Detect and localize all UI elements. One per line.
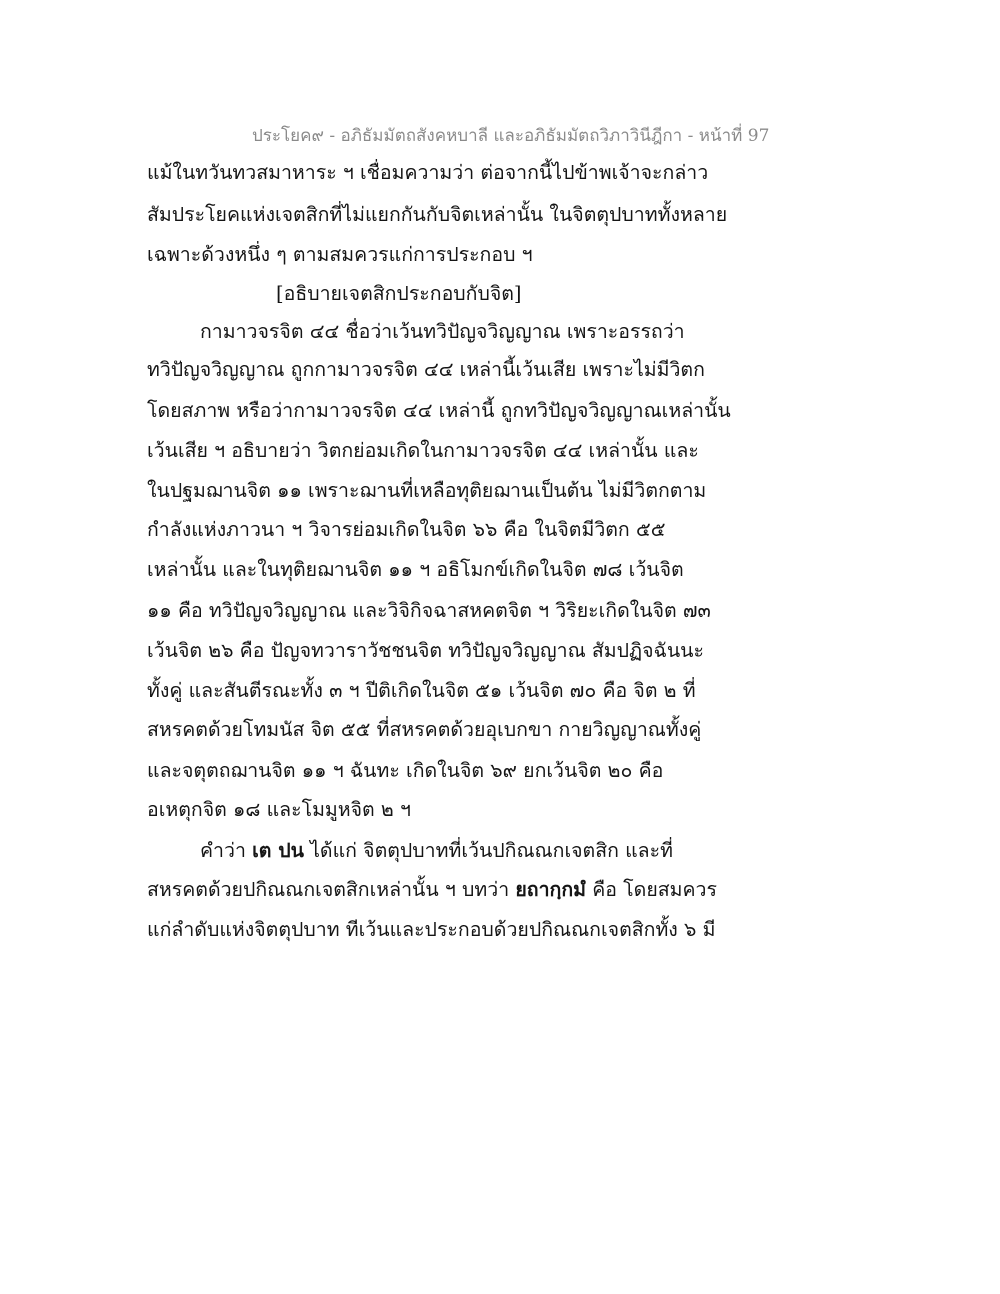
text-span: สหรคตด้วยปกิณณกเจตสิกเหล่านั้น ฯ บทว่า	[147, 878, 516, 901]
text-line: และจตุตถฌานจิต ๑๑ ฯ ฉันทะ เกิดในจิต ๖๙ ยกเว้นจิต ๒๐ คือ	[147, 759, 664, 782]
text-line: ทวิปัญจวิญญาณ ถูกกามาวจรจิต ๔๔ เหล่านี้เว้นเสีย เพราะไม่มีวิตก	[147, 358, 705, 381]
text-line: โดยสภาพ หรือว่ากามาวจรจิต ๔๔ เหล่านี้ ถูกทวิปัญจวิญญาณเหล่านั้น	[147, 399, 731, 422]
text-line: อเหตุกจิต ๑๘ และโมมูหจิต ๒ ฯ	[147, 798, 411, 821]
text-span: ได้แก่ จิตตุปบาทที่เว้นปกิณณกเจตสิก และที่	[303, 839, 673, 862]
text-span: คือ โดยสมควร	[586, 878, 717, 901]
text-line: กามาวจรจิต ๔๔ ชื่อว่าเว้นทวิปัญจวิญญาณ เพราะอรรถว่า	[200, 320, 685, 343]
text-line: แก่ลำดับแห่งจิตตุปบาท ทีเว้นและประกอบด้วยปกิณณกเจตสิกทั้ง ๖ มี	[147, 918, 716, 941]
running-header: ประโยค๙ - อภิธัมมัตถสังคหบาลี และอภิธัมมัตถวิภาวินีฎีกา - หน้าที่ 97	[252, 126, 770, 146]
text-line: เหล่านั้น และในทุติยฌานจิต ๑๑ ฯ อธิโมกข์เกิดในจิต ๗๘ เว้นจิต	[147, 558, 684, 581]
text-line: ๑๑ คือ ทวิปัญจวิญญาณ และวิจิกิจฉาสหคตจิต ฯ วิริยะเกิดในจิต ๗๓	[147, 599, 711, 622]
text-line: เฉพาะด้วงหนึ่ง ๆ ตามสมควรแก่การประกอบ ฯ	[147, 243, 533, 266]
text-line: แม้ในทวันทวสมาหาระ ฯ เชื่อมความว่า ต่อจากนี้ไปข้าพเจ้าจะกล่าว	[147, 161, 709, 184]
text-line: เว้นจิต ๒๖ คือ ปัญจทวาราวัชชนจิต ทวิปัญจวิญญาณ สัมปฏิจฉันนะ	[147, 639, 704, 662]
text-line: เว้นเสีย ฯ อธิบายว่า วิตกย่อมเกิดในกามาวจรจิต ๔๔ เหล่านั้น และ	[147, 439, 699, 462]
text-line: สหรคตด้วยโทมนัส จิต ๕๕ ที่สหรคตด้วยอุเบกขา กายวิญญาณทั้งคู่	[147, 718, 702, 741]
text-line	[200, 837, 673, 865]
text-line: ในปฐมฌานจิต ๑๑ เพราะฌานที่เหลือทุติยฌานเป็นต้น ไม่มีวิตกตาม	[147, 479, 707, 502]
text-span: คำว่า	[200, 839, 253, 862]
text-line: กำลังแห่งภาวนา ฯ วิจารย่อมเกิดในจิต ๖๖ คือ ในจิตมีวิตก ๕๕	[147, 518, 666, 541]
text-line	[147, 876, 717, 904]
section-heading: [อธิบายเจตสิกประกอบกับจิต]	[276, 282, 522, 305]
text-line: ทั้งคู่ และสันตีรณะทั้ง ๓ ฯ ปีติเกิดในจิต ๕๑ เว้นจิต ๗๐ คือ จิต ๒ ที่	[147, 679, 696, 702]
text-line: สัมประโยคแห่งเจตสิกที่ไม่แยกกันกับจิตเหล่านั้น ในจิตตุปบาททั้งหลาย	[147, 203, 728, 226]
pali-term: เต ปน	[252, 839, 304, 862]
pali-term: ยถากฺกมํ	[515, 878, 587, 901]
